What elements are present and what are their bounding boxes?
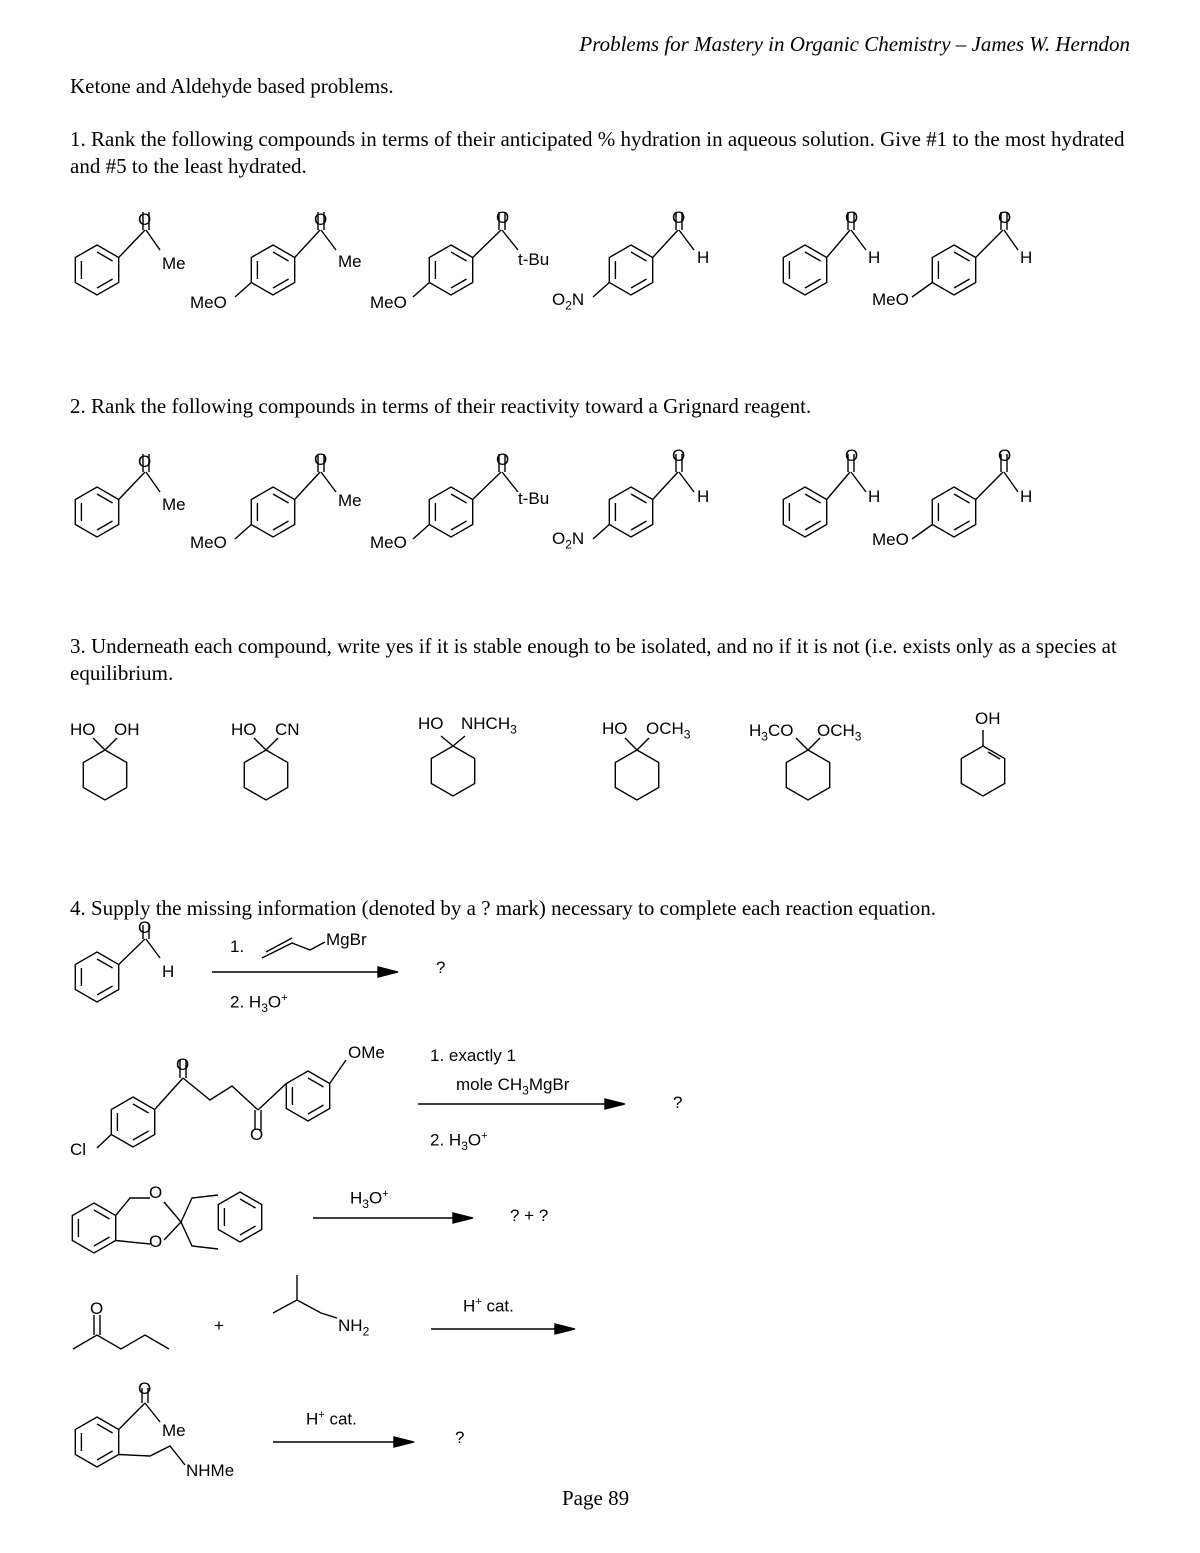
label-me: Me [162,1421,186,1440]
label-me: Me [162,495,186,514]
label-meo: MeO [370,533,407,552]
label-o: O [845,208,859,227]
label-me: Me [162,254,186,273]
label-h: H [1020,487,1033,506]
missing-product: ? [436,958,446,977]
label-o: O [149,1232,163,1251]
question-4: 4. Supply the missing information (denoted by a ? mark) necessary to complete each reaction equation. [70,896,936,920]
label-o: O [138,452,152,471]
label-o: O [496,208,510,227]
label-h3co: $H_3CO$ [749,721,794,744]
reagent-hcat: H+ cat. [463,1296,514,1316]
page-number: Page 89 [562,1486,630,1510]
reagent-step1: 1. [230,937,245,956]
label-meo: MeO [872,530,909,549]
label-o: O [250,1125,264,1144]
question-2: 2. Rank the following compounds in terms of their reactivity toward a Grignard reagent. [70,394,812,418]
label-nh2: $NH_2$ [338,1316,370,1339]
label-tbu: t-Bu [518,250,550,269]
label-h: H [868,487,881,506]
label-o: O [138,918,152,937]
reagent-h3o: $H_3O^+$ [350,1188,389,1212]
label-nhch3: $NHCH_3$ [461,714,517,737]
label-o: O [314,210,328,229]
page-header: Problems for Mastery in Organic Chemistry – James W. Herndon [579,32,1130,56]
label-me: Me [338,252,362,271]
label-o: O [998,208,1012,227]
reagent-step2: 2. $H_3O^+$ [430,1130,488,1154]
label-oh: OH [975,709,1001,728]
label-ho: HO [70,720,96,739]
plus-sign: + [214,1316,224,1335]
label-o: O [845,446,859,465]
label-o: O [998,446,1012,465]
label-me: Me [338,491,362,510]
missing-product: ? [673,1093,683,1112]
label-o2n: $O_2N$ [552,529,585,552]
label-cn: CN [275,720,300,739]
label-o: O [138,1379,152,1398]
label-o: O [149,1183,163,1202]
reagent-step2: 2. $H_3O^+$ [230,992,288,1016]
label-meo: MeO [190,533,227,552]
label-oh: OH [114,720,140,739]
label-o: O [496,450,510,469]
label-meo: MeO [370,293,407,312]
reagent-hcat: H+ cat. [306,1409,357,1429]
missing-products: ? + ? [510,1206,549,1225]
label-h: H [697,487,710,506]
label-o: O [314,450,328,469]
question-3: 3. Underneath each compound, write yes if it is stable enough to be isolated, and no if it is not (i.e. exists only as a species at equilibrium. [70,634,1117,685]
label-tbu: t-Bu [518,489,550,508]
label-ho: HO [418,714,444,733]
label-meo: MeO [872,290,909,309]
label-och3: $OCH_3$ [817,721,862,744]
reagent-ch3mgbr: mole $CH_3MgBr$ [456,1075,570,1098]
label-o: O [138,210,152,229]
label-h: H [1020,248,1033,267]
label-o2n: $O_2N$ [552,290,585,313]
label-ho: HO [231,720,257,739]
label-h: H [162,962,175,981]
label-o: O [672,446,686,465]
label-cl: Cl [70,1140,87,1159]
section-title: Ketone and Aldehyde based problems. [70,74,394,98]
label-nhme: NHMe [186,1461,235,1480]
question-1: 1. Rank the following compounds in terms of their anticipated % hydration in aqueous solution. Give #1 to the most hydrated and #5 to the least hydrated. [70,127,1125,178]
label-och3: $OCH_3$ [646,719,691,742]
reagent-step1: 1. exactly 1 [430,1046,516,1065]
label-h: H [697,248,710,267]
label-h: H [868,248,881,267]
label-meo: MeO [190,293,227,312]
label-mgbr: MgBr [326,930,367,949]
label-o: O [176,1055,190,1074]
label-o: O [90,1299,104,1318]
label-ho: HO [602,719,628,738]
missing-product: ? [455,1428,465,1447]
label-o: O [672,208,686,227]
label-ome: OMe [348,1043,385,1062]
